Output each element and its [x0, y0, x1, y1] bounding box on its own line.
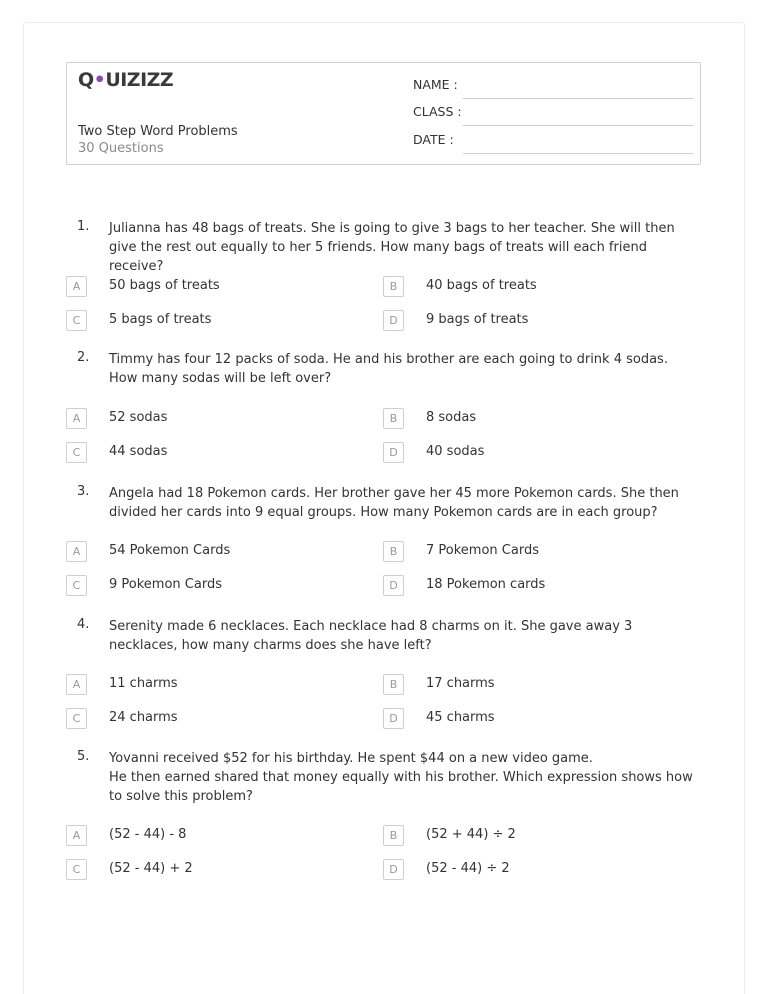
question-number: 1.	[77, 219, 90, 234]
option-text: 8 sodas	[426, 410, 477, 425]
option-letter-box: D	[383, 575, 404, 596]
option-letter-box: C	[66, 859, 87, 880]
option-letter-box: A	[66, 541, 87, 562]
class-line	[463, 125, 693, 126]
question-number: 4.	[77, 617, 90, 632]
option-text: (52 + 44) ÷ 2	[426, 827, 516, 842]
name-line	[463, 98, 693, 99]
option-letter-box: B	[383, 541, 404, 562]
option-text: 5 bags of treats	[109, 312, 212, 327]
question-number: 5.	[77, 749, 90, 764]
class-label: CLASS :	[413, 104, 462, 119]
option-letter-box: C	[66, 310, 87, 331]
option-text: 45 charms	[426, 710, 495, 725]
question-count: 30 Questions	[78, 141, 164, 156]
name-field[interactable]	[413, 77, 693, 99]
option-letter-box: D	[383, 859, 404, 880]
option-text: 9 bags of treats	[426, 312, 529, 327]
date-field[interactable]	[413, 132, 693, 154]
question-number: 3.	[77, 484, 90, 499]
option-text: (52 - 44) - 8	[109, 827, 187, 842]
option-text: (52 - 44) ÷ 2	[426, 861, 510, 876]
option-text: (52 - 44) + 2	[109, 861, 193, 876]
option-letter-box: B	[383, 276, 404, 297]
option-letter-box: A	[66, 408, 87, 429]
option-letter-box: A	[66, 825, 87, 846]
option-text: 18 Pokemon cards	[426, 577, 546, 592]
question-text: Serenity made 6 necklaces. Each necklace had 8 charms on it. She gave away 3 necklaces, how many charms does she have left?	[109, 619, 633, 653]
option-text: 9 Pokemon Cards	[109, 577, 222, 592]
option-letter-box: B	[383, 825, 404, 846]
question-number: 2.	[77, 350, 90, 365]
option-letter-box: A	[66, 276, 87, 297]
option-letter-box: D	[383, 442, 404, 463]
option-text: 40 bags of treats	[426, 278, 537, 293]
option-text: 17 charms	[426, 676, 495, 691]
option-text: 54 Pokemon Cards	[109, 543, 231, 558]
worksheet-header	[66, 62, 701, 165]
option-letter-box: A	[66, 674, 87, 695]
option-letter-box: C	[66, 442, 87, 463]
name-label: NAME :	[413, 77, 458, 92]
option-letter-box: D	[383, 708, 404, 729]
option-letter-box: D	[383, 310, 404, 331]
date-label: DATE :	[413, 132, 454, 147]
option-text: 52 sodas	[109, 410, 168, 425]
question-text: Angela had 18 Pokemon cards. Her brother gave her 45 more Pokemon cards. She then divided her cards into 9 equal groups. How many Pokemon cards are in each group?	[109, 486, 679, 520]
question-text: Yovanni received $52 for his birthday. He spent $44 on a new video game. He then earned shared that money equally with his brother. Which expression shows how to solve this problem?	[109, 751, 693, 804]
option-letter-box: B	[383, 674, 404, 695]
quizizz-logo: Q•UIZIZZ	[78, 69, 174, 91]
option-text: 44 sodas	[109, 444, 168, 459]
question-text: Julianna has 48 bags of treats. She is going to give 3 bags to her teacher. She will then give the rest out equally to her 5 friends. How many bags of treats will each friend receive?	[109, 221, 675, 274]
option-letter-box: C	[66, 708, 87, 729]
option-text: 7 Pokemon Cards	[426, 543, 539, 558]
option-letter-box: C	[66, 575, 87, 596]
question-text: Timmy has four 12 packs of soda. He and his brother are each going to drink 4 sodas. How many sodas will be left over?	[109, 352, 668, 386]
date-line	[463, 153, 693, 154]
worksheet-title: Two Step Word Problems	[78, 124, 238, 139]
option-text: 40 sodas	[426, 444, 485, 459]
option-text: 11 charms	[109, 676, 178, 691]
option-text: 24 charms	[109, 710, 178, 725]
option-text: 50 bags of treats	[109, 278, 220, 293]
option-letter-box: B	[383, 408, 404, 429]
class-field[interactable]	[413, 104, 693, 126]
